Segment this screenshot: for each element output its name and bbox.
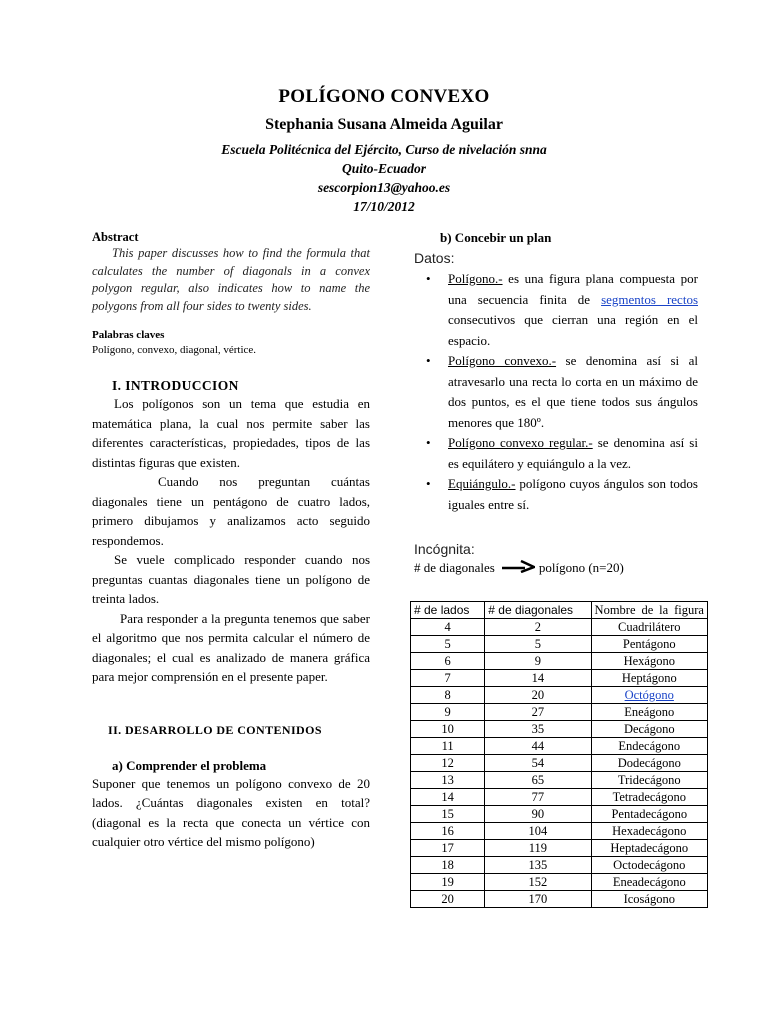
diagonals-cell: 104: [485, 823, 591, 840]
definition-term: Polígono.-: [448, 271, 503, 286]
left-column: [92, 230, 370, 852]
definition-term: Equiángulo.-: [448, 476, 516, 491]
name-cell: Octodecágono: [591, 857, 707, 874]
sides-cell: 10: [411, 721, 485, 738]
diagonals-cell: 135: [485, 857, 591, 874]
list-item: [414, 269, 698, 351]
subsection-b-heading: b) Concebir un plan: [440, 230, 552, 245]
incognita-label: Incógnita:: [414, 541, 475, 557]
diagonals-cell: 14: [485, 670, 591, 687]
table-row: [411, 755, 708, 772]
name-cell: Hexágono: [591, 653, 707, 670]
city: Quito-Ecuador: [341, 161, 426, 176]
name-cell: Heptadecágono: [591, 840, 707, 857]
name-cell: Icoságono: [591, 891, 707, 908]
abstract-text: This paper discusses how to find the formula that calculates the number of diagonals in a convex polygon regular, also indicates how to name the polygons from all four sides to twenty sides.: [92, 246, 370, 313]
definition-text: se denomina así si al atravesarlo una recta lo corta en un máximo de dos puntos, es el que tiene todos sus ángulos menores que 180º.: [448, 353, 698, 430]
list-item: [414, 433, 698, 474]
diagonals-cell: 2: [485, 619, 591, 636]
sides-cell: 8: [411, 687, 485, 704]
bullet-icon: •: [426, 271, 431, 286]
header-sides: # de lados: [411, 602, 485, 619]
definition-term: Polígono convexo.-: [448, 353, 557, 368]
segmentos-rectos-link[interactable]: segmentos rectos: [601, 291, 698, 307]
intro-heading: I. INTRODUCCION: [112, 378, 239, 393]
table-row: [411, 891, 708, 908]
name-cell: Eneágono: [591, 704, 707, 721]
table-row: [411, 772, 708, 789]
name-cell: [591, 687, 707, 704]
desarrollo-heading: II. DESARROLLO DE CONTENIDOS: [108, 722, 322, 737]
intro-paragraph-4: Para responder a la pregunta tenemos que saber el algoritmo que nos permita calcular el número de diagonales; el cual es analizado de manera gráfica para mejor comprensión en el presente paper.: [92, 610, 370, 684]
name-cell: Pentadecágono: [591, 806, 707, 823]
name-cell: Tetradecágono: [591, 789, 707, 806]
table-row: [411, 738, 708, 755]
paper-title: POLÍGONO CONVEXO: [278, 86, 490, 107]
diagonals-cell: 170: [485, 891, 591, 908]
sides-cell: 13: [411, 772, 485, 789]
intro-paragraph-3: Se vuele complicado responder cuando nos preguntas cuantas diagonales tiene un polígono de treinta lados.: [92, 552, 370, 606]
affiliation-block: [0, 140, 768, 216]
email: sescorpion13@yahoo.es: [317, 180, 451, 195]
diagonals-cell: 90: [485, 806, 591, 823]
table-row: [411, 636, 708, 653]
header-name: Nombre de la figura: [591, 602, 707, 619]
bullet-icon: •: [426, 435, 431, 450]
table-row: [411, 721, 708, 738]
diagonals-cell: 20: [485, 687, 591, 704]
author-name: Stephania Susana Almeida Aguilar: [265, 116, 503, 133]
name-cell: Eneadecágono: [591, 874, 707, 891]
diagonals-cell: 77: [485, 789, 591, 806]
diagonals-cell: 119: [485, 840, 591, 857]
sides-cell: 7: [411, 670, 485, 687]
list-item: [414, 474, 698, 515]
subsection-a-heading: a) Comprender el problema: [112, 757, 267, 773]
sides-cell: 6: [411, 653, 485, 670]
table-row: [411, 857, 708, 874]
keywords-heading: Palabras claves: [92, 329, 165, 341]
definition-text: es una figura plana compuesta por una secuencia finita de: [448, 271, 698, 307]
polygon-table-body: [411, 619, 708, 908]
name-cell: Heptágono: [591, 670, 707, 687]
table-row: [411, 874, 708, 891]
keywords-text: Polígono, convexo, diagonal, vértice.: [92, 344, 257, 356]
header-diagonals: # de diagonales: [485, 602, 591, 619]
sides-cell: 20: [411, 891, 485, 908]
diagonal-left-text: # de diagonales: [414, 560, 495, 575]
sides-cell: 14: [411, 789, 485, 806]
sides-cell: 5: [411, 636, 485, 653]
table-row: [411, 653, 708, 670]
definitions-list: [414, 269, 698, 515]
table-row: [411, 823, 708, 840]
sides-cell: 4: [411, 619, 485, 636]
name-cell: Decágono: [591, 721, 707, 738]
sides-cell: 11: [411, 738, 485, 755]
diagonals-cell: 35: [485, 721, 591, 738]
sides-cell: 19: [411, 874, 485, 891]
name-cell: Hexadecágono: [591, 823, 707, 840]
abstract-heading: Abstract: [92, 230, 139, 244]
sides-cell: 15: [411, 806, 485, 823]
diagonals-cell: 5: [485, 636, 591, 653]
table-row: [411, 806, 708, 823]
right-arrow-icon: [501, 559, 535, 577]
subsection-a-paragraph: Suponer que tenemos un polígono convexo de 20 lados. ¿Cuántas diagonales existen en total? (diagonal es la recta que conecta un vértice con cualquier otro vértice del mismo polígono): [92, 775, 370, 849]
sides-cell: 16: [411, 823, 485, 840]
name-cell: Endecágono: [591, 738, 707, 755]
table-header-row: [411, 602, 708, 619]
intro-paragraph-1: Los polígonos son un tema que estudia en matemática plana, la cual nos permite saber las diferentes características, propiedades, tipos de las distintas figuras que existen.: [92, 396, 370, 470]
right-column: [414, 230, 704, 908]
diagonal-right-text: polígono (n=20): [538, 560, 624, 575]
diagonals-cell: 65: [485, 772, 591, 789]
diagonals-cell: 54: [485, 755, 591, 772]
name-cell: Cuadrilátero: [591, 619, 707, 636]
sides-cell: 12: [411, 755, 485, 772]
polygon-table: [410, 601, 708, 908]
diagonals-cell: 44: [485, 738, 591, 755]
sides-cell: 9: [411, 704, 485, 721]
date: 17/10/2012: [353, 199, 415, 214]
definition-text: se denomina así si es equilátero y equiángulo a la vez.: [448, 435, 698, 471]
diagonals-cell: 27: [485, 704, 591, 721]
octogono-link[interactable]: Octógono: [624, 688, 674, 702]
table-row: [411, 687, 708, 704]
diagonals-cell: 152: [485, 874, 591, 891]
definition-text: polígono cuyos ángulos son todos iguales entre sí.: [448, 476, 698, 512]
list-item: [414, 351, 698, 433]
table-row: [411, 840, 708, 857]
sides-cell: 17: [411, 840, 485, 857]
definition-term: Polígono convexo regular.-: [448, 435, 593, 450]
paper-header: [0, 86, 768, 216]
datos-label: Datos:: [414, 250, 455, 266]
name-cell: Tridecágono: [591, 772, 707, 789]
affiliation: Escuela Politécnica del Ejército, Curso de nivelación snna: [221, 142, 547, 157]
table-row: [411, 619, 708, 636]
diagonals-cell: 9: [485, 653, 591, 670]
table-row: [411, 670, 708, 687]
bullet-icon: •: [426, 353, 431, 368]
name-cell: Dodecágono: [591, 755, 707, 772]
table-row: [411, 789, 708, 806]
diagonal-relation: [414, 559, 698, 577]
sides-cell: 18: [411, 857, 485, 874]
intro-paragraph-2: Cuando nos preguntan cuántas diagonales tiene un pentágono de cuatro lados, primero dibujamos y analizamos acto seguido respondemos.: [92, 474, 370, 548]
name-cell: Pentágono: [591, 636, 707, 653]
bullet-icon: •: [426, 476, 431, 491]
definition-text-tail: consecutivos que cierran una región en el espacio.: [448, 312, 698, 348]
table-row: [411, 704, 708, 721]
